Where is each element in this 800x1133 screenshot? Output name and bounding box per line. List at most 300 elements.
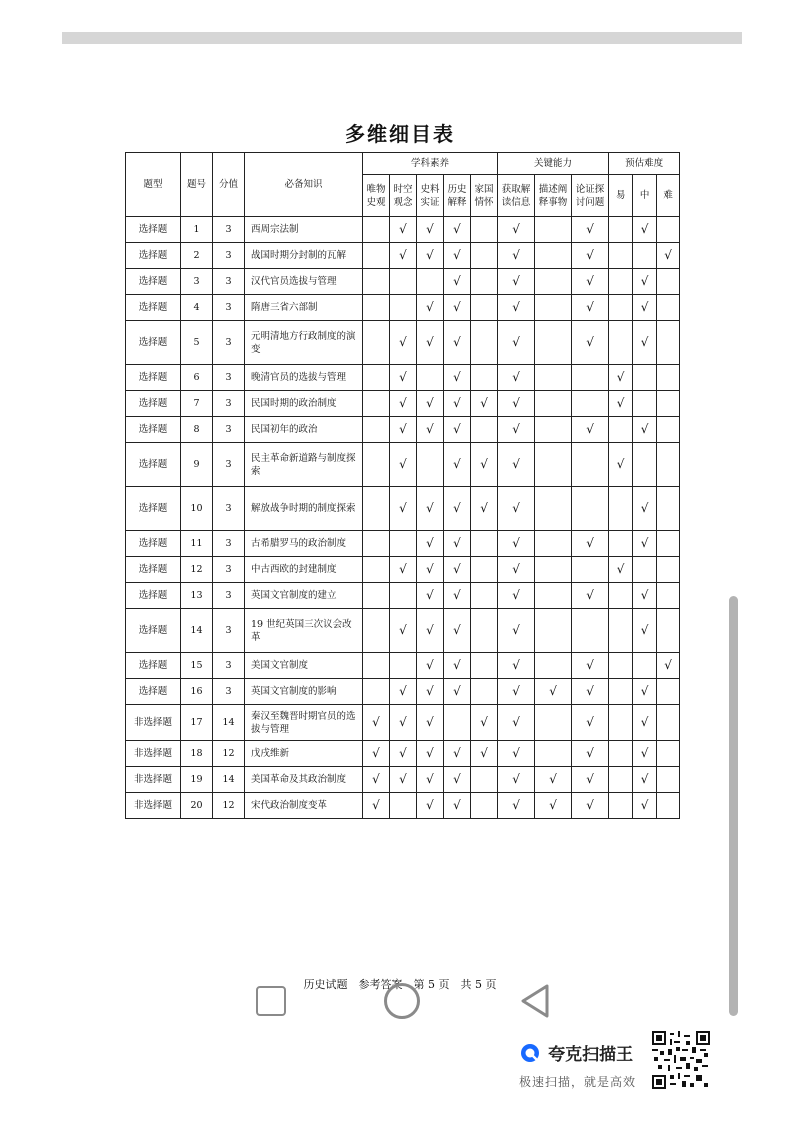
cell-ability-check [572, 557, 609, 583]
cell-difficulty-check [609, 653, 633, 679]
cell-difficulty-check [657, 583, 680, 609]
cell-ability-check: √ [572, 653, 609, 679]
cell-type: 选择题 [126, 391, 181, 417]
table-row [126, 487, 680, 531]
cell-literacy-check: √ [417, 487, 444, 531]
cell-knowledge: 英国文官制度的影响 [245, 679, 363, 705]
cell-difficulty-check: √ [609, 391, 633, 417]
cell-literacy-check [471, 531, 498, 557]
cell-literacy-check [390, 269, 417, 295]
cell-literacy-check: √ [390, 243, 417, 269]
cell-literacy-check [363, 295, 390, 321]
table-row [126, 295, 680, 321]
cell-ability-check: √ [498, 365, 535, 391]
cell-number: 7 [181, 391, 213, 417]
cell-literacy-check [363, 217, 390, 243]
header-score: 分值 [213, 153, 245, 217]
cell-ability-check [572, 391, 609, 417]
cell-number: 11 [181, 531, 213, 557]
brand-name: 夸克扫描王 [548, 1045, 634, 1065]
cell-literacy-check [363, 583, 390, 609]
cell-type: 选择题 [126, 531, 181, 557]
table-row [126, 653, 680, 679]
table-row [126, 443, 680, 487]
quark-logo-icon [520, 1043, 540, 1063]
cell-literacy-check: √ [444, 741, 471, 767]
cell-literacy-check: √ [390, 391, 417, 417]
cell-literacy-check: √ [417, 793, 444, 819]
cell-ability-check: √ [498, 557, 535, 583]
cell-type: 选择题 [126, 487, 181, 531]
cell-difficulty-check [657, 793, 680, 819]
cell-difficulty-check [609, 243, 633, 269]
cell-number: 16 [181, 679, 213, 705]
cell-type: 选择题 [126, 217, 181, 243]
cell-ability-check [535, 365, 572, 391]
cell-ability-check: √ [572, 417, 609, 443]
cell-literacy-check [471, 793, 498, 819]
cell-literacy-check: √ [390, 705, 417, 741]
cell-knowledge: 隋唐三省六部制 [245, 295, 363, 321]
cell-number: 5 [181, 321, 213, 365]
cell-ability-check [535, 391, 572, 417]
cell-number: 9 [181, 443, 213, 487]
cell-difficulty-check: √ [609, 365, 633, 391]
cell-score: 14 [213, 767, 245, 793]
cell-literacy-check: √ [444, 295, 471, 321]
cell-difficulty-check: √ [633, 487, 657, 531]
cell-literacy-check: √ [363, 705, 390, 741]
cell-score: 3 [213, 609, 245, 653]
cell-literacy-check [363, 365, 390, 391]
cell-literacy-check [390, 653, 417, 679]
cell-score: 3 [213, 269, 245, 295]
cell-literacy-check [471, 417, 498, 443]
header-knowledge: 必备知识 [245, 153, 363, 217]
cell-literacy-check: √ [444, 679, 471, 705]
page-footer: 历史试题 参考答案 第 5 页 共 5 页 [303, 978, 497, 991]
cell-ability-check [572, 609, 609, 653]
cell-difficulty-check [609, 583, 633, 609]
cell-literacy-check: √ [417, 583, 444, 609]
cell-ability-check: √ [498, 767, 535, 793]
cell-number: 14 [181, 609, 213, 653]
cell-ability-check: √ [572, 767, 609, 793]
cell-literacy-check [363, 391, 390, 417]
cell-literacy-check [417, 365, 444, 391]
cell-ability-check: √ [498, 705, 535, 741]
cell-difficulty-check [633, 557, 657, 583]
cell-difficulty-check [657, 321, 680, 365]
cell-knowledge: 美国革命及其政治制度 [245, 767, 363, 793]
cell-difficulty-check [609, 417, 633, 443]
cell-difficulty-check: √ [633, 217, 657, 243]
cell-ability-check: √ [572, 679, 609, 705]
cell-literacy-check [471, 269, 498, 295]
cell-literacy-check: √ [390, 487, 417, 531]
cell-number: 4 [181, 295, 213, 321]
cell-ability-check: √ [498, 653, 535, 679]
cell-type: 非选择题 [126, 767, 181, 793]
cell-literacy-check: √ [471, 443, 498, 487]
cell-literacy-check: √ [444, 531, 471, 557]
cell-difficulty-check [609, 295, 633, 321]
cell-score: 12 [213, 741, 245, 767]
cell-score: 3 [213, 443, 245, 487]
cell-ability-check: √ [572, 295, 609, 321]
header-literacy: 唯物史观 [363, 175, 390, 217]
cell-knowledge: 戊戌维新 [245, 741, 363, 767]
cell-type: 选择题 [126, 365, 181, 391]
cell-literacy-check [471, 767, 498, 793]
table-row [126, 531, 680, 557]
header-difficulty: 易 [609, 175, 633, 217]
cell-number: 8 [181, 417, 213, 443]
cell-difficulty-check [633, 365, 657, 391]
square-nav-icon[interactable] [256, 986, 286, 1016]
cell-difficulty-check [657, 217, 680, 243]
cell-difficulty-check [657, 269, 680, 295]
cell-score: 3 [213, 417, 245, 443]
cell-difficulty-check [609, 609, 633, 653]
cell-difficulty-check: √ [609, 557, 633, 583]
brand-watermark [520, 1040, 650, 1065]
cell-score: 3 [213, 321, 245, 365]
cell-score: 3 [213, 653, 245, 679]
cell-difficulty-check [609, 705, 633, 741]
cell-literacy-check [363, 557, 390, 583]
cell-type: 非选择题 [126, 793, 181, 819]
cell-difficulty-check [657, 365, 680, 391]
cell-number: 1 [181, 217, 213, 243]
cell-difficulty-check [609, 217, 633, 243]
specification-table [125, 152, 680, 819]
cell-difficulty-check: √ [633, 609, 657, 653]
cell-ability-check [535, 557, 572, 583]
cell-literacy-check: √ [417, 243, 444, 269]
cell-number: 20 [181, 793, 213, 819]
circle-home-icon[interactable] [384, 983, 420, 1019]
cell-literacy-check [363, 531, 390, 557]
cell-literacy-check [390, 793, 417, 819]
brand-slogan: 极速扫描，就是高效 [519, 1075, 637, 1089]
cell-literacy-check: √ [417, 391, 444, 417]
cell-literacy-check: √ [417, 679, 444, 705]
cell-ability-check: √ [572, 217, 609, 243]
cell-difficulty-check [633, 243, 657, 269]
cell-literacy-check: √ [417, 653, 444, 679]
table-row [126, 269, 680, 295]
cell-difficulty-check [609, 741, 633, 767]
cell-difficulty-check [609, 767, 633, 793]
cell-literacy-check: √ [471, 391, 498, 417]
cell-difficulty-check [657, 557, 680, 583]
cell-literacy-check [363, 609, 390, 653]
cell-literacy-check: √ [444, 557, 471, 583]
cell-literacy-check: √ [417, 321, 444, 365]
cell-literacy-check [363, 443, 390, 487]
cell-literacy-check [444, 705, 471, 741]
cell-ability-check [572, 487, 609, 531]
cell-difficulty-check: √ [657, 243, 680, 269]
cell-difficulty-check [633, 653, 657, 679]
table-row [126, 679, 680, 705]
cell-difficulty-check: √ [633, 417, 657, 443]
table-row [126, 767, 680, 793]
cell-type: 选择题 [126, 295, 181, 321]
header-literacy: 史料实证 [417, 175, 444, 217]
cell-ability-check: √ [572, 793, 609, 819]
cell-ability-check: √ [498, 679, 535, 705]
cell-ability-check [535, 487, 572, 531]
cell-type: 选择题 [126, 269, 181, 295]
cell-literacy-check: √ [390, 217, 417, 243]
cell-difficulty-check [657, 487, 680, 531]
cell-literacy-check [471, 653, 498, 679]
header-type: 题型 [126, 153, 181, 217]
cell-knowledge: 解放战争时期的制度探索 [245, 487, 363, 531]
cell-literacy-check: √ [417, 557, 444, 583]
cell-literacy-check: √ [390, 679, 417, 705]
cell-ability-check: √ [572, 583, 609, 609]
cell-knowledge: 民国初年的政治 [245, 417, 363, 443]
cell-difficulty-check [657, 609, 680, 653]
cell-type: 选择题 [126, 417, 181, 443]
cell-literacy-check: √ [444, 653, 471, 679]
cell-literacy-check: √ [471, 487, 498, 531]
cell-literacy-check: √ [417, 531, 444, 557]
cell-knowledge: 中古西欧的封建制度 [245, 557, 363, 583]
cell-literacy-check: √ [417, 295, 444, 321]
cell-number: 3 [181, 269, 213, 295]
cell-literacy-check [471, 243, 498, 269]
cell-difficulty-check: √ [633, 793, 657, 819]
cell-ability-check [535, 443, 572, 487]
header-literacy: 时空观念 [390, 175, 417, 217]
cell-knowledge: 民主革命新道路与制度探索 [245, 443, 363, 487]
cell-score: 14 [213, 705, 245, 741]
cell-difficulty-check [657, 443, 680, 487]
cell-knowledge: 秦汉至魏晋时期官员的选拔与管理 [245, 705, 363, 741]
cell-literacy-check: √ [444, 609, 471, 653]
cell-ability-check: √ [572, 531, 609, 557]
table-row [126, 557, 680, 583]
page-title: 多维细目表 [345, 122, 455, 146]
cell-difficulty-check [657, 767, 680, 793]
cell-literacy-check: √ [363, 793, 390, 819]
cell-literacy-check: √ [390, 321, 417, 365]
cell-difficulty-check: √ [633, 705, 657, 741]
cell-literacy-check: √ [390, 609, 417, 653]
cell-number: 10 [181, 487, 213, 531]
cell-literacy-check: √ [444, 793, 471, 819]
qr-code-icon[interactable] [652, 1031, 710, 1089]
cell-literacy-check: √ [390, 417, 417, 443]
table-row [126, 793, 680, 819]
cell-difficulty-check [657, 295, 680, 321]
cell-knowledge: 19 世纪英国三次议会改革 [245, 609, 363, 653]
cell-ability-check: √ [535, 793, 572, 819]
cell-knowledge: 西周宗法制 [245, 217, 363, 243]
cell-literacy-check: √ [417, 417, 444, 443]
cell-literacy-check: √ [444, 391, 471, 417]
cell-literacy-check: √ [417, 609, 444, 653]
header-literacy: 家国情怀 [471, 175, 498, 217]
cell-literacy-check: √ [390, 767, 417, 793]
cell-difficulty-check [609, 321, 633, 365]
cell-difficulty-check [609, 793, 633, 819]
cell-score: 3 [213, 531, 245, 557]
cell-literacy-check: √ [444, 243, 471, 269]
cell-type: 非选择题 [126, 705, 181, 741]
cell-difficulty-check [657, 679, 680, 705]
cell-literacy-check [363, 417, 390, 443]
cell-score: 3 [213, 391, 245, 417]
cell-knowledge: 民国时期的政治制度 [245, 391, 363, 417]
header-ability: 描述阐释事物 [535, 175, 572, 217]
cell-difficulty-check [609, 269, 633, 295]
cell-difficulty-check: √ [633, 295, 657, 321]
triangle-back-icon[interactable] [518, 983, 552, 1019]
cell-difficulty-check [657, 741, 680, 767]
cell-literacy-check [471, 295, 498, 321]
cell-difficulty-check: √ [657, 653, 680, 679]
cell-difficulty-check [633, 391, 657, 417]
cell-type: 选择题 [126, 679, 181, 705]
cell-literacy-check: √ [390, 741, 417, 767]
cell-difficulty-check: √ [633, 767, 657, 793]
cell-difficulty-check: √ [633, 741, 657, 767]
cell-ability-check: √ [498, 443, 535, 487]
header-number: 题号 [181, 153, 213, 217]
cell-literacy-check: √ [363, 767, 390, 793]
cell-literacy-check: √ [390, 443, 417, 487]
cell-number: 15 [181, 653, 213, 679]
cell-literacy-check [390, 531, 417, 557]
cell-difficulty-check [657, 705, 680, 741]
cell-number: 2 [181, 243, 213, 269]
cell-literacy-check: √ [444, 321, 471, 365]
cell-type: 选择题 [126, 321, 181, 365]
table-row [126, 741, 680, 767]
cell-ability-check: √ [498, 741, 535, 767]
header-literacy: 历史解释 [444, 175, 471, 217]
cell-literacy-check [471, 365, 498, 391]
cell-ability-check: √ [572, 269, 609, 295]
cell-knowledge: 战国时期分封制的瓦解 [245, 243, 363, 269]
cell-literacy-check: √ [444, 583, 471, 609]
cell-literacy-check [471, 583, 498, 609]
cell-difficulty-check [657, 531, 680, 557]
cell-knowledge: 晚清官员的选拔与管理 [245, 365, 363, 391]
cell-knowledge: 汉代官员选拔与管理 [245, 269, 363, 295]
cell-ability-check: √ [498, 269, 535, 295]
cell-ability-check: √ [572, 243, 609, 269]
cell-ability-check: √ [498, 391, 535, 417]
cell-difficulty-check: √ [609, 443, 633, 487]
cell-type: 选择题 [126, 653, 181, 679]
cell-ability-check [535, 243, 572, 269]
cell-ability-check [572, 365, 609, 391]
cell-difficulty-check: √ [633, 531, 657, 557]
cell-difficulty-check [633, 443, 657, 487]
cell-ability-check [535, 653, 572, 679]
table-row [126, 705, 680, 741]
cell-difficulty-check [609, 531, 633, 557]
header-group-ability: 关键能力 [498, 153, 609, 175]
cell-knowledge: 宋代政治制度变革 [245, 793, 363, 819]
cell-literacy-check [471, 321, 498, 365]
cell-ability-check: √ [498, 295, 535, 321]
cell-type: 选择题 [126, 443, 181, 487]
cell-ability-check [535, 321, 572, 365]
header-ability: 获取解读信息 [498, 175, 535, 217]
table-row [126, 217, 680, 243]
header-difficulty: 中 [633, 175, 657, 217]
cell-literacy-check: √ [444, 417, 471, 443]
header-group-literacy: 学科素养 [363, 153, 498, 175]
table-row [126, 391, 680, 417]
cell-difficulty-check: √ [633, 269, 657, 295]
top-scroll-indicator [62, 32, 742, 44]
cell-difficulty-check [609, 679, 633, 705]
cell-ability-check: √ [498, 217, 535, 243]
cell-ability-check [535, 741, 572, 767]
cell-number: 18 [181, 741, 213, 767]
vertical-scrollbar[interactable] [729, 596, 738, 1016]
cell-knowledge: 古希腊罗马的政治制度 [245, 531, 363, 557]
table-row [126, 321, 680, 365]
cell-score: 3 [213, 243, 245, 269]
cell-number: 12 [181, 557, 213, 583]
cell-score: 12 [213, 793, 245, 819]
cell-literacy-check: √ [417, 217, 444, 243]
cell-difficulty-check [657, 417, 680, 443]
cell-ability-check [535, 269, 572, 295]
cell-literacy-check [390, 295, 417, 321]
table-row [126, 609, 680, 653]
cell-ability-check [535, 609, 572, 653]
cell-ability-check [535, 705, 572, 741]
cell-literacy-check: √ [390, 365, 417, 391]
cell-literacy-check: √ [363, 741, 390, 767]
cell-score: 3 [213, 679, 245, 705]
cell-ability-check: √ [498, 531, 535, 557]
cell-type: 选择题 [126, 609, 181, 653]
cell-ability-check [535, 217, 572, 243]
cell-ability-check: √ [535, 767, 572, 793]
cell-ability-check: √ [498, 609, 535, 653]
cell-ability-check: √ [572, 741, 609, 767]
cell-ability-check [535, 295, 572, 321]
cell-ability-check: √ [572, 705, 609, 741]
cell-ability-check: √ [572, 321, 609, 365]
cell-literacy-check [363, 243, 390, 269]
cell-ability-check [535, 583, 572, 609]
cell-ability-check: √ [498, 487, 535, 531]
table-row [126, 583, 680, 609]
cell-type: 非选择题 [126, 741, 181, 767]
cell-literacy-check: √ [471, 741, 498, 767]
cell-ability-check [572, 443, 609, 487]
cell-knowledge: 英国文官制度的建立 [245, 583, 363, 609]
cell-literacy-check: √ [444, 487, 471, 531]
cell-number: 13 [181, 583, 213, 609]
table-body [126, 217, 680, 819]
cell-literacy-check [417, 269, 444, 295]
cell-literacy-check [471, 679, 498, 705]
cell-literacy-check: √ [417, 705, 444, 741]
